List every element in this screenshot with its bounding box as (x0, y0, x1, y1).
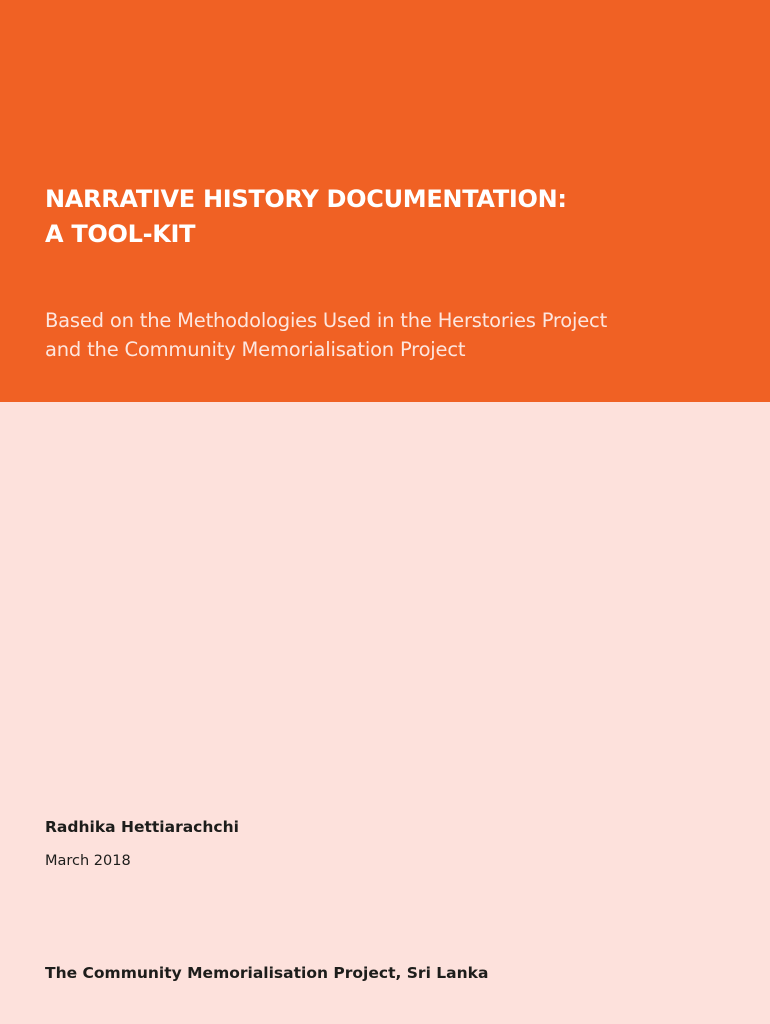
subtitle-line-2: and the Community Memorialisation Project (45, 338, 466, 361)
cover-header-band (0, 0, 770, 402)
publication-date: March 2018 (45, 853, 131, 869)
document-subtitle (45, 306, 745, 364)
publisher-name: The Community Memorialisation Project, Sri Lanka (45, 964, 489, 982)
author-name: Radhika Hettiarachchi (45, 818, 239, 836)
document-title (45, 182, 735, 252)
title-line-1: NARRATIVE HISTORY DOCUMENTATION: (45, 185, 567, 213)
subtitle-line-1: Based on the Methodologies Used in the Herstories Project (45, 309, 608, 332)
title-line-2: A TOOL-KIT (45, 220, 196, 248)
